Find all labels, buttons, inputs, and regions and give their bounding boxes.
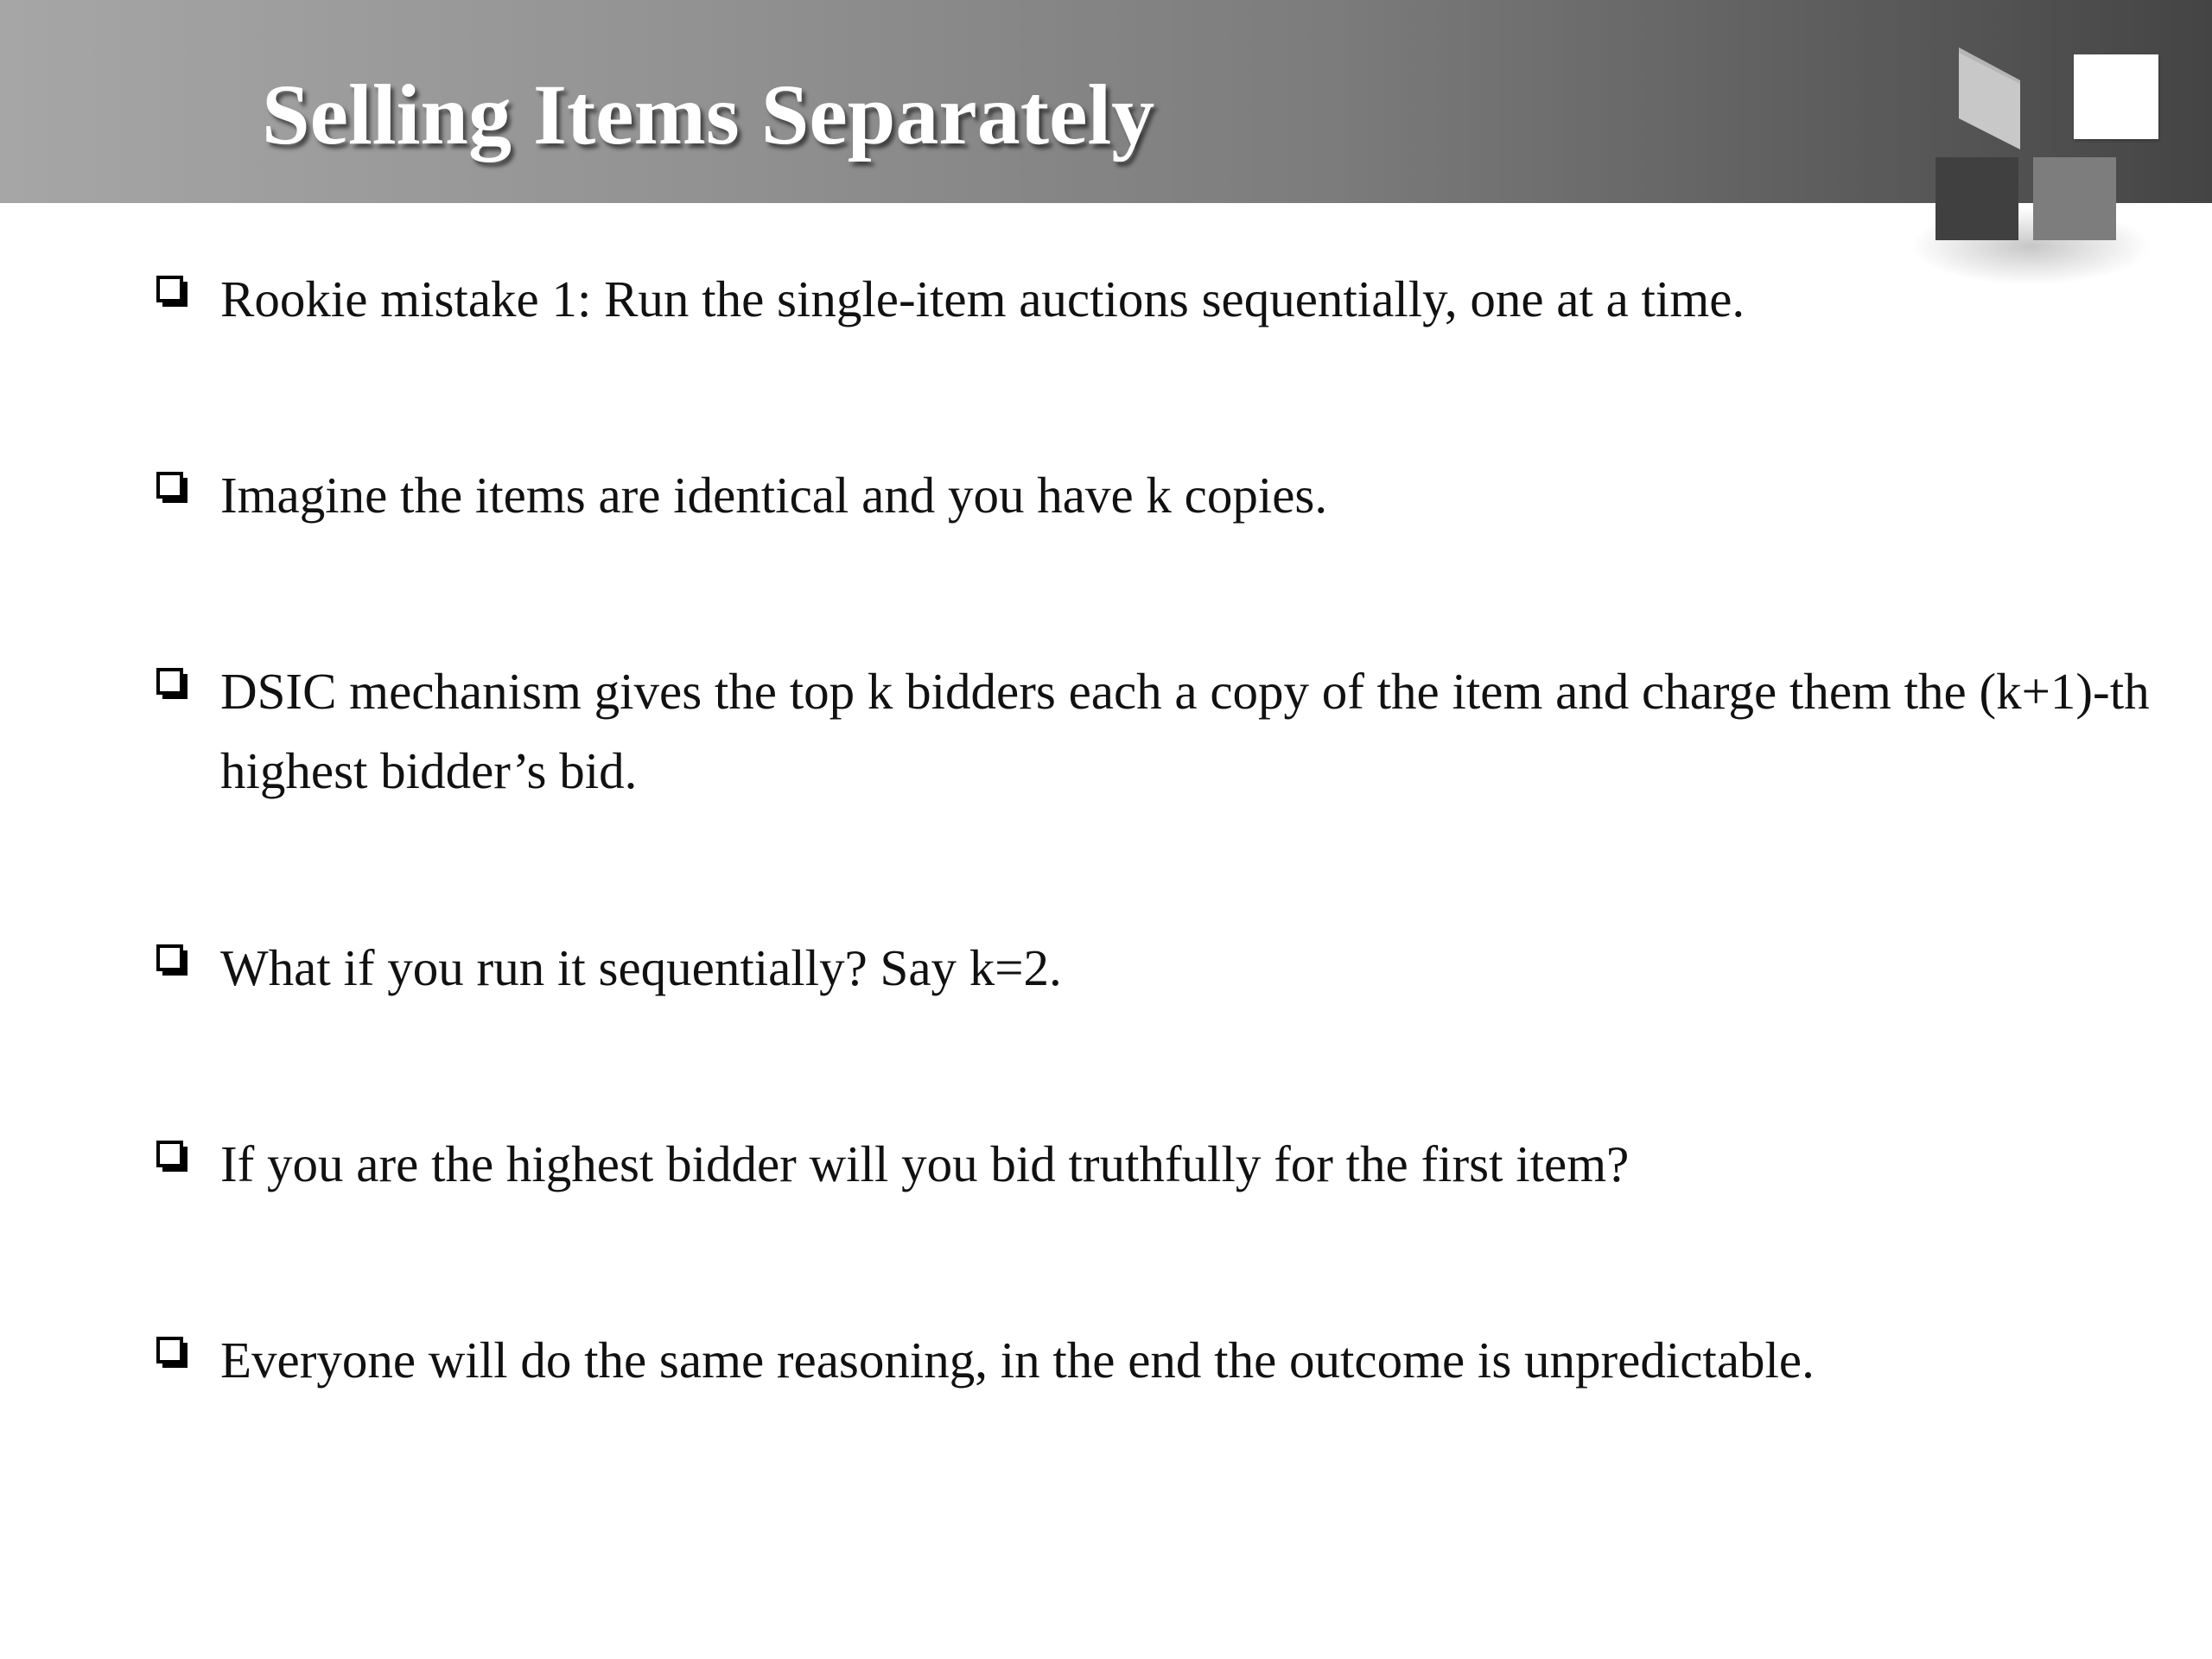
checkbox-icon — [156, 944, 188, 976]
bullet-text: If you are the highest bidder will you bid truthfully for the first item? — [220, 1135, 1630, 1192]
bullet-text: Imagine the items are identical and you have k copies. — [220, 467, 1328, 524]
checkbox-icon — [156, 1140, 188, 1172]
checkbox-icon — [156, 471, 188, 503]
bullet-text: Everyone will do the same reasoning, in the end the outcome is unpredictable. — [220, 1332, 1815, 1389]
bullet-text: DSIC mechanism gives the top k bidders each a copy of the item and charge them the (k+1)-th highest bidder’s bid. — [220, 663, 2150, 799]
checkbox-icon — [156, 275, 188, 307]
slide-title: Selling Items Separately — [262, 67, 1155, 162]
checkbox-icon — [156, 1336, 188, 1368]
checkbox-icon — [156, 667, 188, 699]
bullet-text: What if you run it sequentially? Say k=2. — [220, 939, 1062, 996]
bullet-text: Rookie mistake 1: Run the single-item auctions sequentially, one at a time. — [220, 270, 1745, 327]
